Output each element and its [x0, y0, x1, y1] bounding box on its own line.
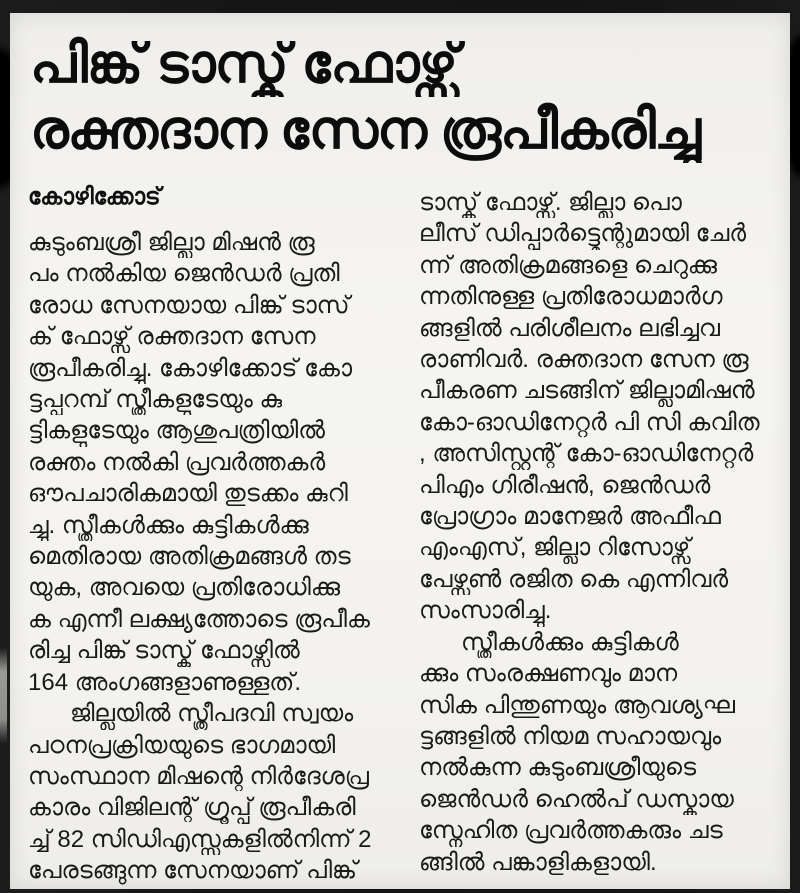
article-line: ന്ന് അതിക്രമങ്ങളെ ചെറുക്കു: [419, 251, 717, 279]
headline-line-1: പിങ്ക് ടാസ്ക് ഫോഴ്സ്: [30, 34, 457, 94]
article-line: മെതിരായ അതിക്രമങ്ങൾ തട: [28, 543, 351, 571]
article-line: ടാസ്ക് ഫോഴ്സ്. ജില്ലാ പൊ: [419, 189, 682, 216]
article-line: രക്തം നൽകി പ്രവർത്തകർ: [28, 448, 326, 476]
article-line: 164 അംഗങ്ങളാണുള്ളത്.: [28, 668, 302, 696]
article-line: സംസ്ഥാന മിഷന്റെ നിർദേശപ്ര: [28, 762, 369, 790]
article-line: ട്ടപ്പറമ്പ് സ്ത്രീകളുടേയും കു: [28, 386, 283, 414]
article-line: നൽകുന്ന കുടുംബശ്രീയുടെ: [419, 754, 697, 782]
article-columns: [28, 183, 792, 887]
article-line: ച്ചു. സ്ത്രീകൾക്കും കുട്ടികൾക്കു: [28, 511, 309, 539]
headline-line-2: രക്തദാന സേന രൂപീകരിച്ചു: [30, 100, 700, 160]
article-line: പീകരണ ചടങ്ങിന് ജില്ലാമിഷൻ: [419, 377, 755, 405]
article-line: ലീസ് ഡിപ്പാർട്ട്മെന്റുമായി ചേർ: [419, 220, 747, 248]
article-line: ച്ച് 82 സിഡിഎസ്സുകളിൽനിന്ന് 2: [28, 825, 372, 853]
article-line: കാരം വിജിലന്റ് ഗ്രൂപ്പ് രൂപീകരി: [28, 794, 356, 822]
article-line: ക് ഫോഴ്സ് രക്തദാന സേന: [28, 323, 316, 351]
article-line: സംസാരിച്ചു.: [419, 597, 552, 625]
article-line: രിച്ച പിങ്ക് ടാസ്ക് ഫോഴ്സിൽ: [28, 637, 300, 665]
article-column-left: [28, 183, 401, 887]
article-line: രോധ സേനയായ പിങ്ക് ടാസ്: [28, 291, 350, 319]
article-line: പിഎം ഗിരീഷൻ, ജെൻഡർ: [419, 471, 711, 499]
article-line: , അസിസ്റ്റന്റ് കോ-ഓഡിനേറ്റർ: [419, 440, 754, 468]
scan-streak-artifact: [0, 648, 7, 743]
newspaper-clipping: [10, 13, 790, 889]
article-line: ന്നതിനുള്ള പ്രതിരോധമാർഗ: [419, 283, 723, 311]
article-line: പഠനപ്രക്രിയയുടെ ഭാഗമായി: [28, 731, 336, 759]
article-line: ട്ടികളുടേയും ആശുപത്രിയിൽ: [28, 417, 325, 445]
article-column-right: [419, 183, 792, 887]
article-line: ക എന്നീ ലക്ഷ്യത്തോടെ രൂപീക: [28, 605, 370, 633]
article-line: സ്നേഹിത പ്രവർത്തകരും ചട: [419, 817, 723, 845]
article-line: ങ്ങളിൽ പരിശീലനം ലഭിച്ചവ: [419, 314, 720, 342]
article-line: രൂപീകരിച്ചു. കോഴിക്കോട് കോ: [28, 354, 352, 382]
article-line: പേരടങ്ങുന്ന സേനയാണ് പിങ്ക്: [28, 857, 358, 885]
article-line: ട്ടങ്ങളിൽ നിയമ സഹായവും: [419, 722, 722, 750]
article-line: പേഴ്സൺ രജിത കെ എന്നിവർ: [419, 565, 729, 593]
article-line: യുക, അവയെ പ്രതിരോധിക്കു: [28, 574, 341, 602]
article-line-paragraph-start: സ്ത്രീകൾക്കും കുട്ടികൾ: [461, 628, 679, 656]
article-line: പ്രോഗ്രാം മാനേജർ അഫീഫ: [419, 503, 721, 531]
article-line-paragraph-start: ജില്ലയിൽ സ്ത്രീപദവി സ്വയം: [70, 700, 354, 728]
dateline: കോഴിക്കോട്: [28, 183, 161, 209]
article-line: എംഎസ്, ജില്ലാ റിസോഴ്സ്: [419, 534, 691, 562]
article-line: രാണിവർ. രക്തദാന സേന രൂ: [419, 346, 749, 374]
article-line: ക്കും സംരക്ഷണവും മാന: [419, 660, 678, 688]
article-line: പം നൽകിയ ജെൻഡർ പ്രതി: [28, 260, 340, 288]
article-line: ജെൻഡർ ഹെൽപ് ഡസ്കായ: [419, 785, 734, 813]
article-line: സിക പിന്തുണയും ആവശ്യഘ: [419, 691, 735, 719]
article-line: കോ-ഓഡിനേറ്റർ പി സി കവിത: [419, 408, 760, 436]
article-line: ഔപചാരികമായി തുടക്കം കുറി: [28, 480, 348, 508]
article-line: കുടുംബശ്രീ ജില്ലാ മിഷൻ രൂ: [28, 229, 315, 256]
article-line: ങ്ങിൽ പങ്കാളികളായി.: [419, 848, 657, 876]
article-headline: [30, 31, 790, 163]
